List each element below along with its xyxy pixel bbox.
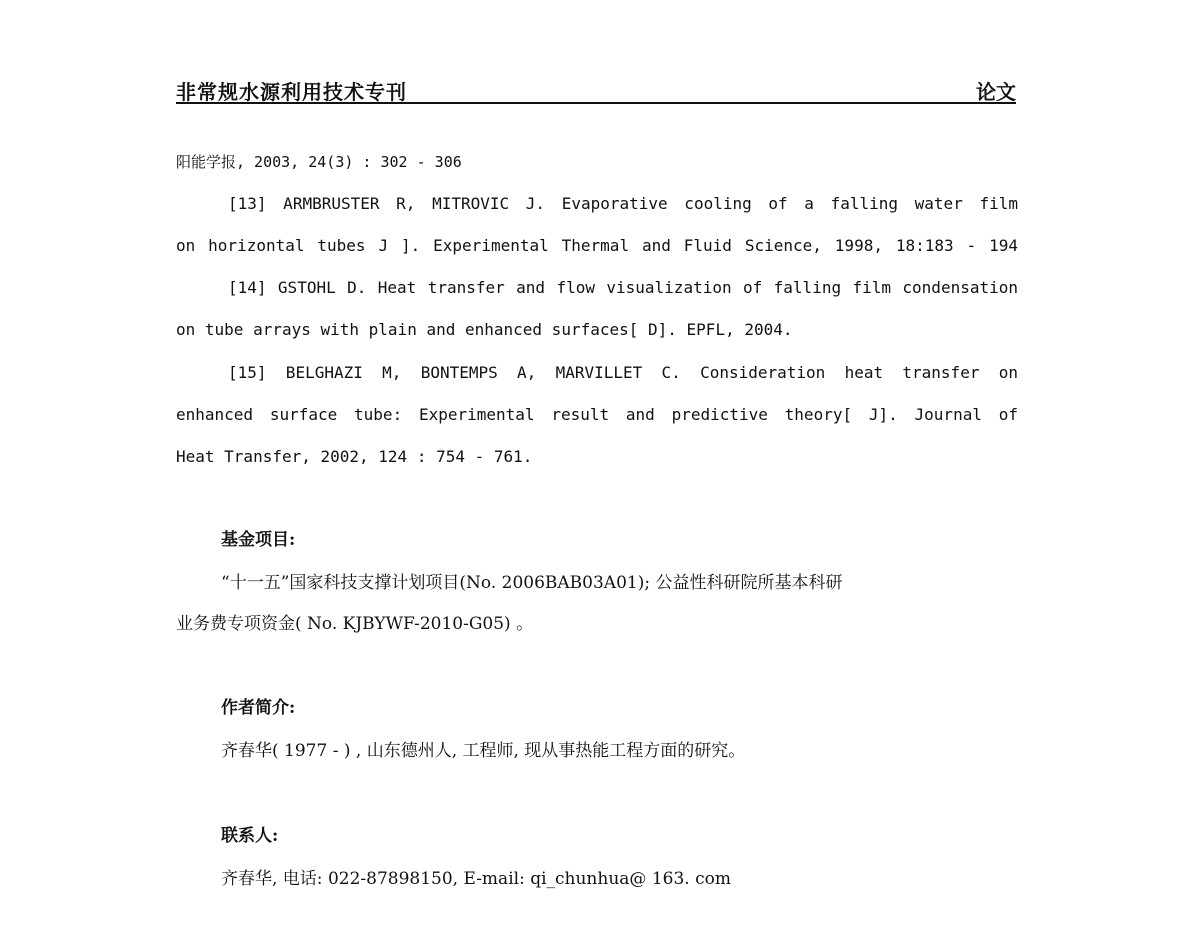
reference-13-line-2: on horizontal tubes J ]. Experimental Thermal and Fluid Science, 1998, 18:183 - 194: [176, 236, 1018, 255]
reference-13-line-1: [13] ARMBRUSTER R, MITROVIC J. Evaporative cooling of a falling water film: [228, 194, 1018, 213]
section-label: 论文: [976, 80, 1016, 104]
reference-continuation: 阳能学报, 2003, 24(3) : 302 - 306: [176, 153, 462, 171]
reference-14-line-1: [14] GSTOHL D. Heat transfer and flow visualization of falling film condensation: [228, 278, 1018, 297]
author-heading: 作者简介:: [221, 698, 296, 718]
funding-line-2: 业务费专项资金( No. KJBYWF-2010-G05) 。: [176, 614, 534, 634]
contact-heading: 联系人:: [221, 826, 279, 846]
reference-15-line-1: [15] BELGHAZI M, BONTEMPS A, MARVILLET C. Consideration heat transfer on: [228, 363, 1018, 382]
reference-15-line-2: enhanced surface tube: Experimental result and predictive theory[ J]. Journal of: [176, 405, 1018, 424]
author-bio: 齐春华( 1977 - ) , 山东德州人, 工程师, 现从事热能工程方面的研究。: [221, 741, 746, 761]
journal-title: 非常规水源利用技术专刊: [176, 80, 407, 104]
funding-line-1: “十一五”国家科技支撑计划项目(No. 2006BAB03A01); 公益性科研院所基本科研: [221, 573, 843, 593]
reference-14-line-2: on tube arrays with plain and enhanced surfaces[ D]. EPFL, 2004.: [176, 320, 793, 339]
reference-15-line-3: Heat Transfer, 2002, 124 : 754 - 761.: [176, 447, 533, 466]
running-header: [176, 76, 1016, 104]
contact-info: 齐春华, 电话: 022-87898150, E-mail: qi_chunhua@ 163. com: [221, 869, 731, 889]
funding-heading: 基金项目:: [221, 530, 296, 550]
